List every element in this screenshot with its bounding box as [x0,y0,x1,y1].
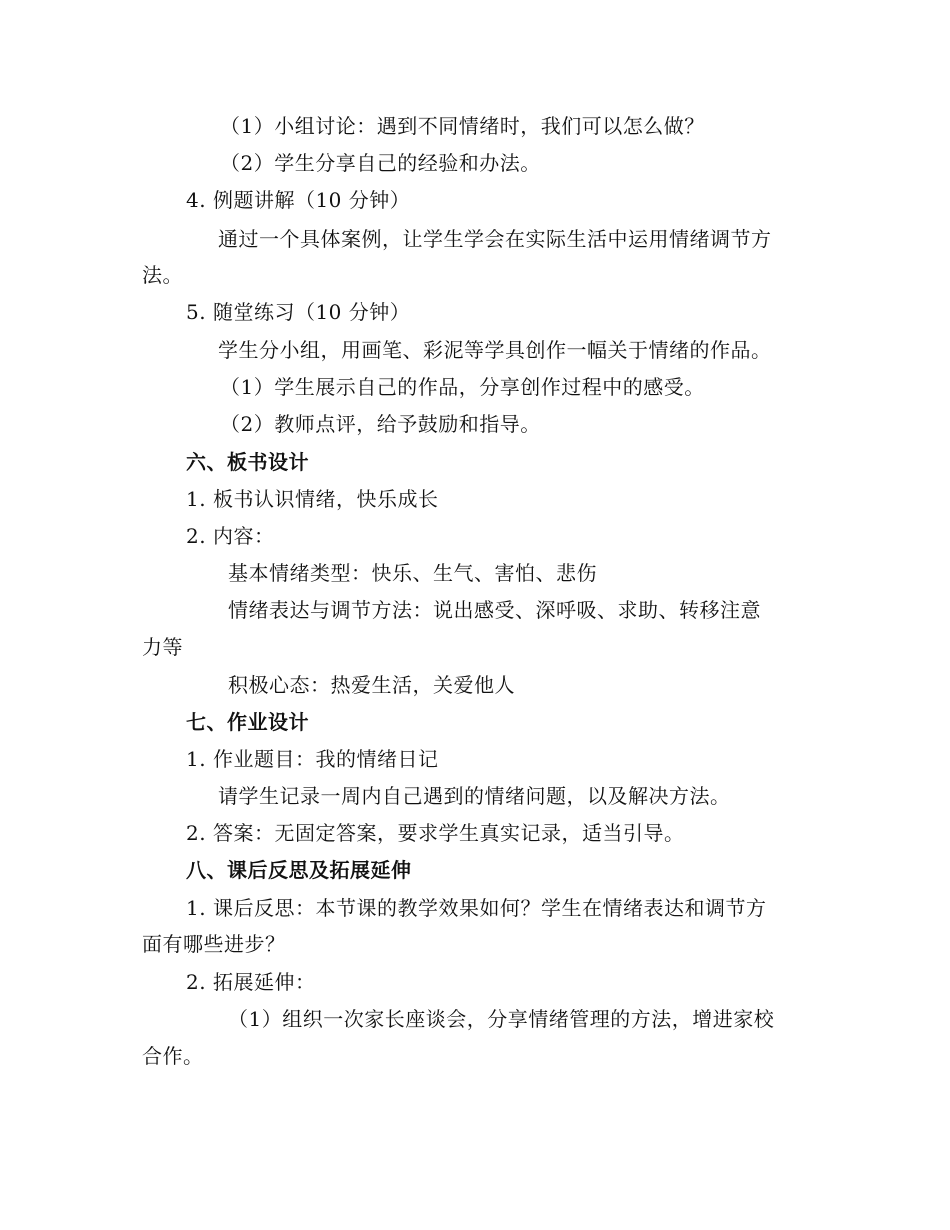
list-item: 2. 内容： [186,524,275,548]
text-line: 法。 [142,263,183,287]
text-line: 情绪表达与调节方法：说出感受、深呼吸、求助、转移注意 [228,598,761,622]
text-line: 积极心态：热爱生活，关爱他人 [228,673,515,697]
text-line: 基本情绪类型：快乐、生气、害怕、悲伤 [228,561,597,585]
section-heading: 六、板书设计 [186,450,309,474]
text-line: 学生分小组，用画笔、彩泥等学具创作一幅关于情绪的作品。 [218,338,772,362]
list-item: 2. 拓展延伸： [186,970,316,994]
text-line: （1）组织一次家长座谈会，分享情绪管理的方法，增进家校 [228,1007,775,1031]
text-line: （2）教师点评，给予鼓励和指导。 [220,412,541,436]
section-heading: 八、课后反思及拓展延伸 [186,858,412,882]
text-line: （1）小组讨论：遇到不同情绪时，我们可以怎么做？ [220,114,705,138]
text-line: （2）学生分享自己的经验和办法。 [220,151,541,175]
text-line: 通过一个具体案例，让学生学会在实际生活中运用情绪调节方 [218,227,772,251]
list-item: 2. 答案：无固定答案，要求学生真实记录，适当引导。 [186,821,685,845]
text-line: 力等 [142,635,183,659]
list-item: 4. 例题讲解（10 分钟） [186,188,411,212]
list-item: 5. 随堂练习（10 分钟） [186,300,411,324]
text-line: 合作。 [142,1044,204,1068]
text-line: 面有哪些进步？ [142,932,286,956]
list-item: 1. 作业题目：我的情绪日记 [186,747,439,771]
list-item: 1. 课后反思：本节课的教学效果如何？学生在情绪表达和调节方 [186,896,767,920]
text-line: 请学生记录一周内自己遇到的情绪问题，以及解决方法。 [218,784,731,808]
text-line: （1）学生展示自己的作品，分享创作过程中的感受。 [220,375,705,399]
list-item: 1. 板书认识情绪，快乐成长 [186,487,439,511]
section-heading: 七、作业设计 [186,710,309,734]
